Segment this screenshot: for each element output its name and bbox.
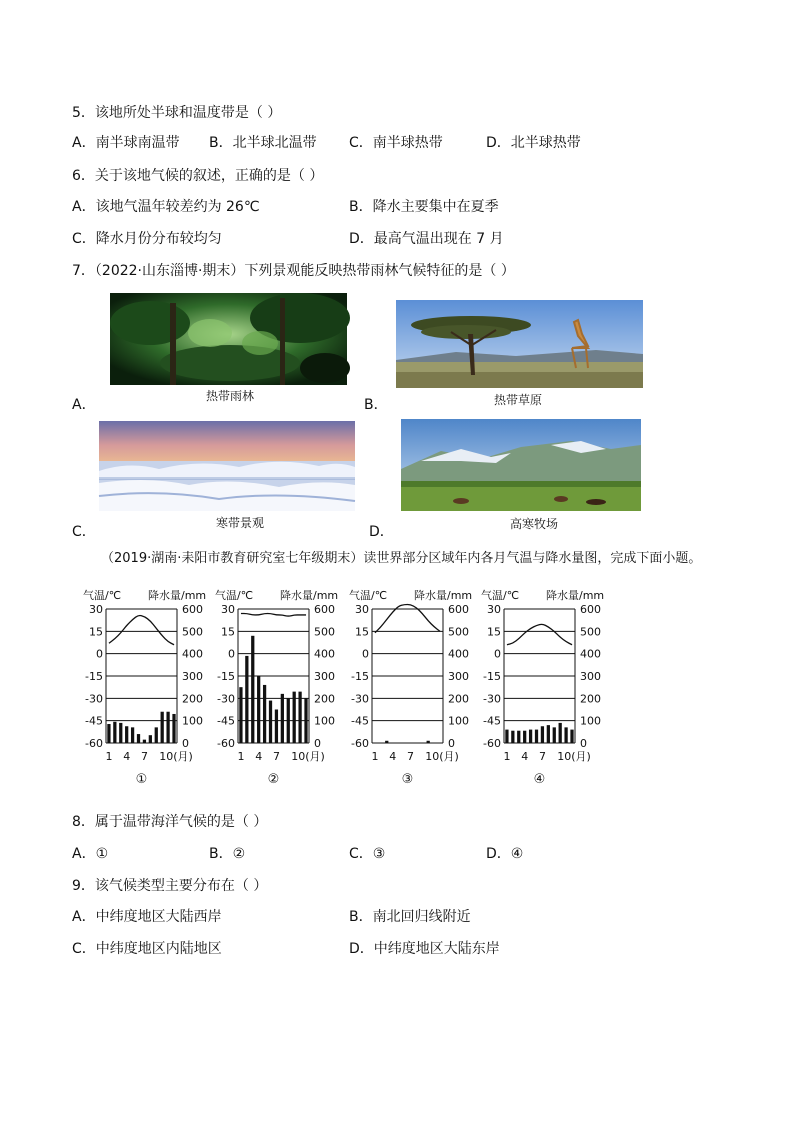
precip-bar [113, 722, 116, 743]
temp-tick-label: -45 [217, 714, 235, 728]
temp-tick-label: 15 [89, 625, 103, 639]
month-tick-label: 4 [389, 750, 397, 763]
temp-tick-label: -60 [483, 737, 501, 750]
alpine-pasture-image [401, 419, 641, 511]
precip-tick-label: 600 [182, 603, 203, 616]
precip-tick-label: 500 [182, 625, 203, 639]
precip-bar [505, 730, 508, 743]
q9-option-a[interactable]: A．中纬度地区大陆西岸 [72, 909, 222, 925]
temp-tick-label: -30 [351, 692, 369, 706]
month-tick-label: 7 [538, 750, 546, 763]
temp-tick-label: -15 [217, 670, 235, 683]
precip-tick-label: 100 [448, 714, 469, 728]
precip-tick-label: 400 [314, 647, 335, 661]
q6-option-c[interactable]: C．降水月份分布较均匀 [72, 231, 222, 247]
precip-bar [257, 676, 260, 743]
month-tick-label: 1 [371, 750, 379, 763]
month-tick-label: 4 [255, 750, 263, 763]
precip-bar [523, 731, 526, 743]
precip-bar [172, 714, 175, 743]
temp-tick-label: -30 [483, 692, 501, 706]
precip-bar [251, 636, 254, 743]
q7-option-b[interactable]: B． [364, 397, 388, 413]
temp-axis-label: 气温/℃ [215, 589, 254, 602]
q7-option-a[interactable]: A． [72, 397, 96, 413]
temp-tick-label: -15 [351, 670, 369, 683]
q8-option-a[interactable]: A．① [72, 846, 109, 862]
precip-bar [131, 727, 134, 743]
precip-tick-label: 400 [182, 647, 203, 661]
precip-bar [547, 725, 550, 743]
precip-tick-label: 0 [314, 737, 321, 750]
caption-rainforest: 热带雨林 [205, 389, 254, 403]
temp-tick-label: -60 [85, 737, 103, 750]
month-tick-label: 10(月) [425, 750, 459, 763]
temp-tick-label: 30 [355, 603, 369, 616]
precip-bar [298, 692, 301, 743]
q6-option-b[interactable]: B．降水主要集中在夏季 [349, 199, 499, 215]
precip-tick-label: 200 [314, 692, 335, 706]
precip-bar [239, 687, 242, 743]
precip-tick-label: 200 [448, 692, 469, 706]
climate-charts [0, 580, 794, 790]
q9-option-b[interactable]: B．南北回归线附近 [349, 909, 471, 925]
caption-savanna: 热带草原 [493, 393, 542, 407]
precip-tick-label: 500 [580, 625, 601, 639]
precip-axis-label: 降水量/mm [546, 589, 605, 602]
temp-tick-label: -45 [85, 714, 103, 728]
precip-bar [287, 698, 290, 743]
precip-bar [125, 726, 128, 743]
precip-bar [161, 712, 164, 743]
question-8-stem: 8．属于温带海洋气候的是（ ） [72, 814, 268, 830]
precip-bar [119, 723, 122, 743]
rainforest-image [110, 293, 347, 385]
caption-alpine: 高寒牧场 [509, 517, 558, 531]
precip-tick-label: 0 [448, 737, 455, 750]
q9-option-d[interactable]: D．中纬度地区大陆东岸 [349, 941, 500, 957]
month-tick-label: 7 [140, 750, 148, 763]
precip-bar [275, 710, 278, 744]
q8-option-b[interactable]: B．② [209, 846, 246, 862]
temperature-line [507, 624, 572, 644]
month-tick-label: 10(月) [159, 750, 193, 763]
precip-tick-label: 600 [448, 603, 469, 616]
savanna-image [396, 300, 643, 388]
precip-tick-label: 300 [448, 670, 469, 683]
precip-tick-label: 600 [314, 603, 335, 616]
precip-bar [293, 692, 296, 743]
precip-tick-label: 300 [314, 670, 335, 683]
precip-bar [559, 723, 562, 743]
temp-tick-label: -45 [483, 714, 501, 728]
question-5-stem: 5．该地所处半球和温度带是（ ） [72, 105, 282, 121]
precip-bar [304, 698, 307, 743]
month-tick-label: 10(月) [557, 750, 591, 763]
precip-bar [143, 740, 146, 743]
temp-tick-label: -15 [85, 670, 103, 683]
q7-option-c[interactable]: C． [72, 524, 96, 540]
precip-bar [517, 731, 520, 743]
month-tick-label: 10(月) [291, 750, 325, 763]
climate-chart-4 [481, 580, 646, 790]
precip-bar [529, 730, 532, 743]
month-tick-label: 1 [105, 750, 113, 763]
q7-option-d[interactable]: D． [369, 524, 394, 540]
precip-bar [107, 724, 110, 743]
temp-tick-label: 15 [221, 625, 235, 639]
temp-tick-label: 30 [89, 603, 103, 616]
precip-tick-label: 200 [182, 692, 203, 706]
temp-axis-label: 气温/℃ [349, 589, 388, 602]
temp-tick-label: 30 [487, 603, 501, 616]
precip-tick-label: 300 [580, 670, 601, 683]
q6-option-d[interactable]: D．最高气温出现在 7 月 [349, 231, 504, 247]
precip-bar [166, 712, 169, 743]
precip-bar [385, 741, 388, 743]
q5-option-b[interactable]: B．北半球北温带 [209, 135, 317, 151]
chart-number-label: ③ [401, 772, 414, 787]
precip-tick-label: 400 [580, 647, 601, 661]
precip-tick-label: 300 [182, 670, 203, 683]
temp-tick-label: 0 [228, 647, 235, 661]
temp-tick-label: -45 [351, 714, 369, 728]
caption-polar: 寒带景观 [215, 516, 264, 530]
q6-option-a[interactable]: A．该地气温年较差约为 26℃ [72, 199, 260, 215]
month-tick-label: 7 [272, 750, 280, 763]
month-tick-label: 4 [123, 750, 131, 763]
precip-tick-label: 0 [580, 737, 587, 750]
temp-tick-label: 0 [494, 647, 501, 661]
temp-tick-label: 0 [362, 647, 369, 661]
chart-number-label: ① [135, 772, 148, 787]
precip-bar [535, 730, 538, 743]
precip-bar [269, 701, 272, 743]
temp-tick-label: 0 [96, 647, 103, 661]
month-tick-label: 4 [521, 750, 529, 763]
polar-landscape-image [99, 421, 355, 511]
q8-option-d[interactable]: D．④ [486, 846, 524, 862]
precip-bar [553, 727, 556, 743]
temp-tick-label: -15 [483, 670, 501, 683]
temp-tick-label: -60 [351, 737, 369, 750]
month-tick-label: 7 [406, 750, 414, 763]
month-tick-label: 1 [237, 750, 245, 763]
temperature-line [109, 616, 174, 645]
month-tick-label: 1 [503, 750, 511, 763]
temp-axis-label: 气温/℃ [83, 589, 122, 602]
precip-axis-label: 降水量/mm [414, 589, 473, 602]
intro-text: （2019·湖南·耒阳市教育研究室七年级期末）读世界部分区域年内各月气温与降水量图，完成下面小题。 [101, 551, 702, 566]
q9-option-c[interactable]: C．中纬度地区内陆地区 [72, 941, 222, 957]
temp-tick-label: 30 [221, 603, 235, 616]
q5-option-a[interactable]: A．南半球南温带 [72, 135, 180, 151]
temp-tick-label: 15 [487, 625, 501, 639]
temp-tick-label: -60 [217, 737, 235, 750]
precip-tick-label: 0 [182, 737, 189, 750]
temp-axis-label: 气温/℃ [481, 589, 520, 602]
precip-tick-label: 600 [580, 603, 601, 616]
temperature-line [241, 613, 306, 616]
precip-bar [149, 735, 152, 743]
question-9-stem: 9．该气候类型主要分布在（ ） [72, 878, 268, 894]
precip-tick-label: 400 [448, 647, 469, 661]
precip-tick-label: 100 [580, 714, 601, 728]
precip-axis-label: 降水量/mm [148, 589, 207, 602]
precip-tick-label: 500 [448, 625, 469, 639]
precip-tick-label: 100 [314, 714, 335, 728]
q8-option-c[interactable]: C．③ [349, 846, 386, 862]
precip-bar [281, 694, 284, 743]
precip-bar [263, 685, 266, 743]
precip-bar [427, 741, 430, 743]
precip-bar [511, 731, 514, 743]
chart-number-label: ② [267, 772, 280, 787]
question-7-stem: 7．（2022·山东淄博·期末）下列景观能反映热带雨林气候特征的是（ ） [72, 263, 515, 279]
precip-bar [570, 730, 573, 743]
precip-tick-label: 500 [314, 625, 335, 639]
chart-number-label: ④ [533, 772, 546, 787]
temp-tick-label: 15 [355, 625, 369, 639]
precip-bar [245, 656, 248, 743]
temp-tick-label: -30 [85, 692, 103, 706]
precip-bar [564, 727, 567, 743]
precip-bar [155, 727, 158, 743]
precip-bar [137, 734, 140, 743]
precip-axis-label: 降水量/mm [280, 589, 339, 602]
temp-tick-label: -30 [217, 692, 235, 706]
precip-tick-label: 100 [182, 714, 203, 728]
precip-tick-label: 200 [580, 692, 601, 706]
question-6-stem: 6．关于该地气候的叙述，正确的是（ ） [72, 168, 324, 184]
q5-option-d[interactable]: D．北半球热带 [486, 135, 581, 151]
q5-option-c[interactable]: C．南半球热带 [349, 135, 443, 151]
precip-bar [541, 726, 544, 743]
